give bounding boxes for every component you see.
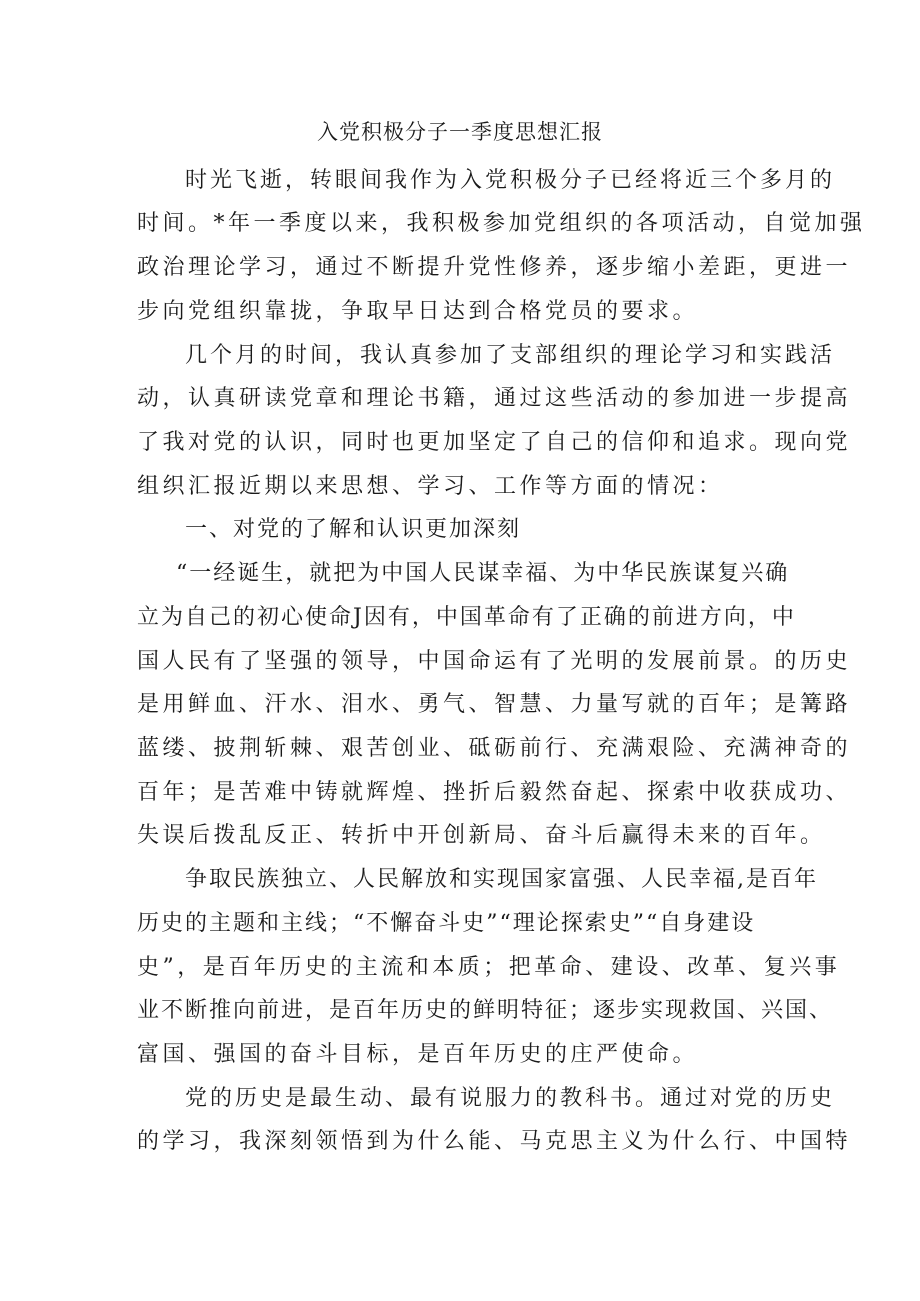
paragraph-3-line-4: 是用鲜血、汗水、泪水、勇气、智慧、力量写就的百年；是篝路 <box>137 692 852 717</box>
paragraph-2-line-1: 几个月的时间，我认真参加了支部组织的理论学习和实践活 <box>185 343 836 368</box>
paragraph-3-line-5: 蓝缕、披荆斩棘、艰苦创业、砥砺前行、充满艰险、充满神奇的 <box>137 736 852 761</box>
paragraph-5-line-2: 的学习，我深刻领悟到为什么能、马克思主义为什么行、中国特 <box>137 1129 852 1154</box>
document-title: 入党积极分子一季度思想汇报 <box>317 120 603 144</box>
paragraph-3-line-1: “一经诞生，就把为中国人民谋幸福、为中华民族谋复兴确 <box>176 561 790 586</box>
paragraph-3-line-2: 立为自己的初心使命J因有，中国革命有了正确的前进方向，中 <box>137 605 796 630</box>
paragraph-4-line-3: 史”，是百年历史的主流和本质；把革命、建设、改革、复兴事 <box>137 955 841 980</box>
paragraph-4-line-5: 富国、强国的奋斗目标，是百年历史的庄严使命。 <box>137 1042 699 1067</box>
paragraph-4-line-4: 业不断推向前进，是百年历史的鲜明特征；逐步实现救国、兴国、 <box>137 998 834 1023</box>
paragraph-1-line-1: 时光飞逝，转眼间我作为入党积极分子已经将近三个多月的 <box>185 168 836 193</box>
paragraph-4-line-2: 历史的主题和主线；“不懈奋斗史”“理论探索史”“自身建设 <box>137 911 756 936</box>
paragraph-1-line-3: 政治理论学习，通过不断提升党性修养，逐步缩小差距，更进一 <box>137 255 852 280</box>
paragraph-3-line-6: 百年；是苦难中铸就辉煌、挫折后毅然奋起、探索中收获成功、 <box>137 780 852 805</box>
paragraph-5-line-1: 党的历史是最生动、最有说服力的教科书。通过对党的历史 <box>185 1086 836 1111</box>
paragraph-1-line-4: 步向党组织靠拢，争取早日达到合格党员的要求。 <box>137 299 699 324</box>
paragraph-4-line-1: 争取民族独立、人民解放和实现国家富强、人民幸福,是百年 <box>185 867 818 892</box>
paragraph-2-line-3: 了我对党的认识，同时也更加坚定了自己的信仰和追求。现向党 <box>137 430 852 455</box>
paragraph-2-line-4: 组织汇报近期以来思想、学习、工作等方面的情况： <box>137 474 724 499</box>
paragraph-2-line-2: 动，认真研读党章和理论书籍，通过这些活动的参加进一步提高 <box>137 386 852 411</box>
paragraph-3-line-3: 国人民有了坚强的领导，中国命运有了光明的发展前景。的历史 <box>137 649 852 674</box>
section-heading-1: 一、对党的了解和认识更加深刻 <box>185 517 522 542</box>
paragraph-3-line-7: 失误后拨乱反正、转折中开创新局、奋斗后赢得未来的百年。 <box>137 823 826 848</box>
paragraph-1-line-2: 时间。*年一季度以来，我积极参加党组织的各项活动，自觉加强 <box>137 211 866 236</box>
